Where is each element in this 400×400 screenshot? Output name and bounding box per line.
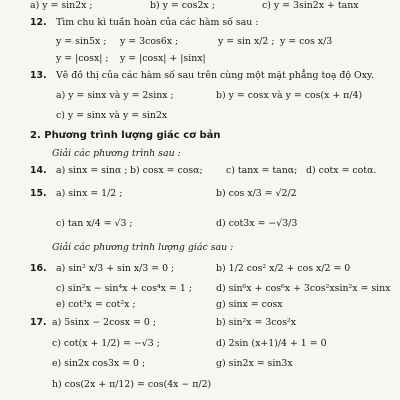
ex16-part-g: g) sinx = cosx (216, 299, 283, 310)
ex17-part-d: d) 2sin (x+1)/4 + 1 = 0 (216, 338, 327, 349)
ex13-part-c: c) y = sinx và y = sin2x (56, 110, 168, 121)
ex12-item-3: y = sin x/2 ; (218, 36, 275, 47)
section-heading: 2. Phương trình lượng giác cơ bản (30, 130, 221, 141)
exercise-15-row (30, 189, 122, 198)
ex17-part-e: e) sin2x cos3x = 0 ; (52, 358, 146, 369)
ex17-part-g: g) sin2x = sin3x (216, 358, 293, 369)
ex12-item-6: y = |cosx| + |sinx| (120, 53, 206, 64)
exercise-16-row (30, 264, 174, 273)
ex12-item-2: y = 3cos6x ; (120, 36, 179, 47)
exercise-11-part-b: b) y = cos2x ; (150, 0, 215, 11)
exercise-17-row (30, 318, 156, 327)
ex13-part-b: b) y = cosx và y = cos(x + π/4) (216, 90, 363, 101)
ex12-item-5: y = |cosx| ; (56, 53, 109, 64)
ex14-part-d: d) cotx = cotα. (306, 165, 377, 176)
ex17-part-c: c) cot(x + 1/2) = −√3 ; (52, 338, 160, 349)
ex15-part-d: d) cot3x = −√3/3 (216, 218, 298, 229)
exercise-12-instruction: Tìm chu kì tuần hoàn của các hàm số sau : (56, 17, 259, 28)
ex14-part-c: c) tanx = tanα; (226, 165, 298, 176)
ex17-part-a: a) 5sinx − 2cosx = 0 ; (52, 317, 157, 328)
ex16-part-b: b) 1/2 cos² x/2 + cos x/2 = 0 (216, 263, 351, 274)
ex17-part-b: b) sin²x = 3cos²x (216, 317, 297, 328)
ex14-part-a: a) sinx = sinα ; (56, 165, 128, 176)
exercise-11-part-c: c) y = 3sin2x + tanx (262, 0, 359, 11)
ex12-item-1: y = sin5x ; (56, 36, 107, 47)
ex16-part-d: d) sin⁶x + cos⁶x + 3cos²xsin²x = sinx (216, 283, 391, 294)
ex13-part-a: a) y = sinx và y = 2sinx ; (56, 90, 174, 101)
section-instruction: Giải các phương trình sau : (52, 148, 181, 159)
exercise-number: 13. (30, 70, 47, 81)
exercise-12-heading (30, 18, 258, 27)
ex11-part-a: a) y = sin2x ; (30, 0, 93, 11)
exercise-13-instruction: Vẽ đồ thị của các hàm số sau trên cùng một mặt phẳng toạ độ Oxy. (56, 70, 375, 81)
ex15-part-c: c) tan x/4 = √3 ; (56, 218, 133, 229)
ex16-part-e: e) cot³x = cot²x ; (56, 299, 136, 310)
exercise-number: 17. (30, 317, 47, 328)
exercise-13-heading (30, 71, 374, 80)
ex14-part-b: b) cosx = cosα; (130, 165, 203, 176)
section-instruction-2: Giải các phương trình lượng giác sau : (52, 242, 234, 253)
ex17-part-h: h) cos(2x + π/12) = cos(4x − π/2) (52, 379, 212, 390)
ex16-part-c: c) sin²x − sin⁴x + cos⁴x = 1 ; (56, 283, 192, 294)
ex12-item-4: y = cos x/3 (280, 36, 333, 47)
exercise-11-row (30, 1, 93, 10)
ex15-part-b: b) cos x/3 = √2/2 (216, 188, 297, 199)
exercise-number: 12. (30, 17, 47, 28)
exercise-number: 16. (30, 263, 47, 274)
exercise-number: 14. (30, 165, 47, 176)
exercise-14-row (30, 166, 128, 175)
ex16-part-a: a) sin² x/3 + sin x/3 = 0 ; (56, 263, 175, 274)
ex15-part-a: a) sinx = 1/2 ; (56, 188, 123, 199)
exercise-number: 15. (30, 188, 47, 199)
